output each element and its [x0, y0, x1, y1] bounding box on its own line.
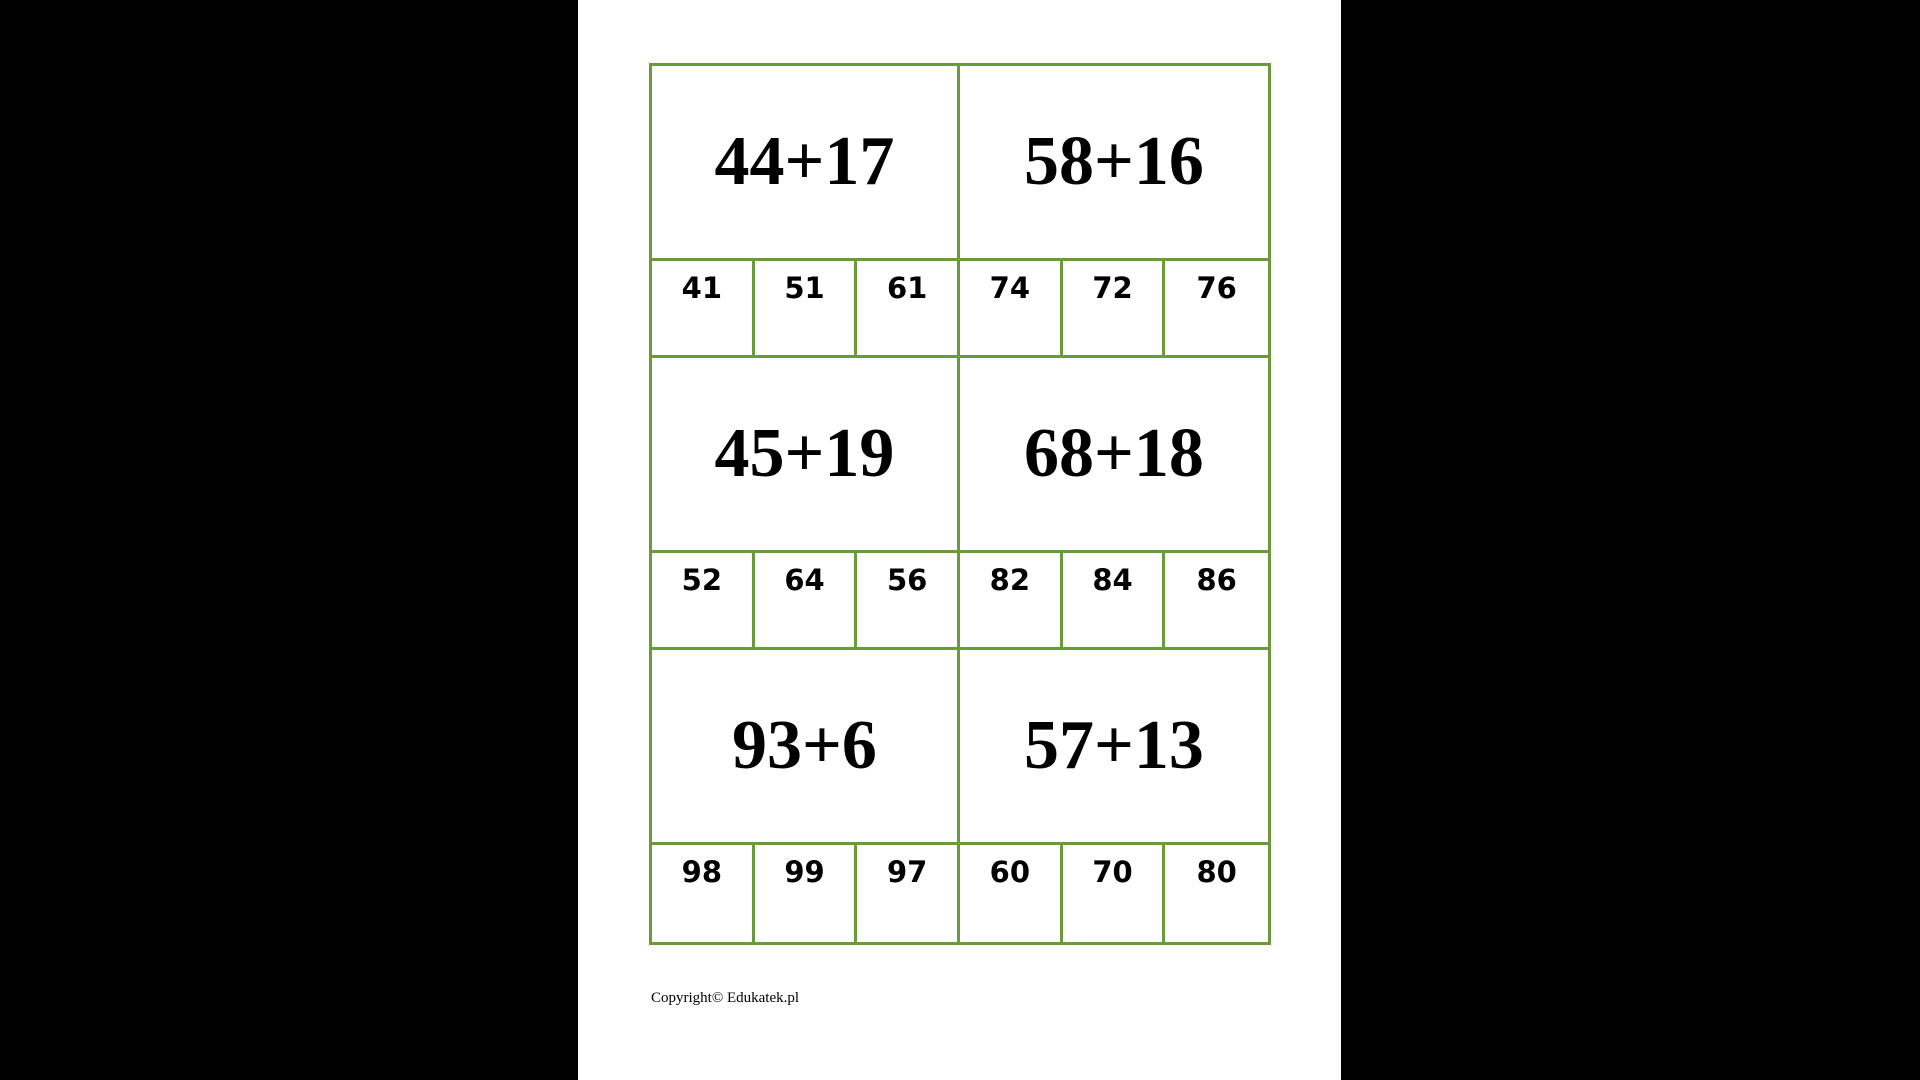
answer-option: 51 [755, 261, 858, 358]
answer-option: 52 [652, 553, 755, 650]
answer-option: 98 [652, 845, 755, 942]
card-expression: 45+19 [652, 358, 960, 553]
answer-option: 74 [960, 261, 1063, 358]
answer-option: 60 [960, 845, 1063, 942]
card-expression: 44+17 [652, 66, 960, 261]
answer-option: 99 [755, 845, 858, 942]
worksheet-page [578, 0, 1341, 1080]
answer-option: 82 [960, 553, 1063, 650]
answer-option: 76 [1165, 261, 1268, 358]
answer-option: 80 [1196, 854, 1237, 889]
answer-option: 72 [1063, 261, 1166, 358]
card-expression: 58+16 [960, 66, 1268, 261]
answer-option: 97 [857, 845, 960, 942]
answer-option: 61 [857, 261, 960, 358]
answer-option: 70 [1063, 845, 1166, 942]
answer-option: 41 [652, 261, 755, 358]
answer-option: 84 [1063, 553, 1166, 650]
answer-option: 64 [755, 553, 858, 650]
card-expression: 68+18 [960, 358, 1268, 553]
copyright-footer: Copyright© Edukatek.pl [651, 990, 800, 1006]
answer-option: 86 [1165, 553, 1268, 650]
card-expression: 93+6 [652, 650, 960, 845]
answer-option: 56 [857, 553, 960, 650]
math-card-grid [649, 63, 1271, 945]
card-expression: 57+13 [960, 650, 1268, 845]
